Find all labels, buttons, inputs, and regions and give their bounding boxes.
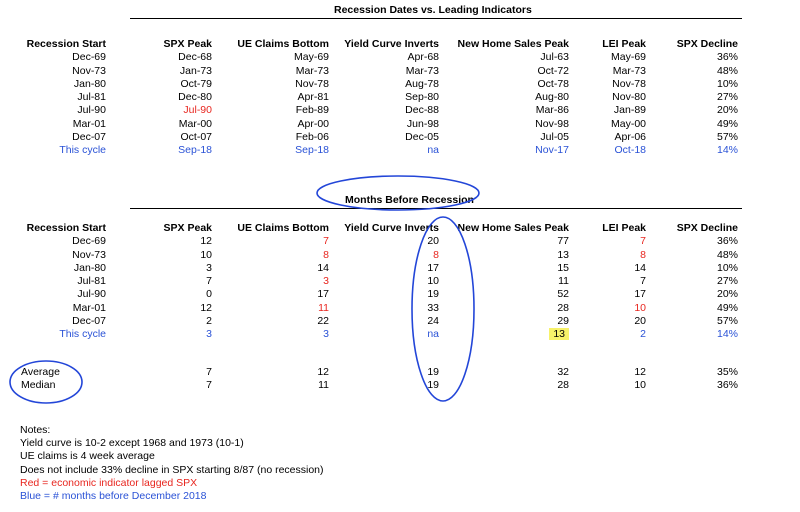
table-cell: na [427,144,439,157]
summary-label: Average [21,366,60,378]
summary-cell: 11 [318,379,329,392]
summary-cell: 19 [427,366,439,378]
table-cell: 14 [317,261,329,274]
table-row [0,118,800,131]
header-new-home-sales-peak: New Home Sales Peak [457,222,569,234]
table-cell: This cycle [59,328,106,341]
note-line: Red = economic indicator lagged SPX [20,476,198,489]
table-cell: Mar-73 [295,64,329,77]
header-recession-start: Recession Start [26,38,106,50]
table-cell: Feb-89 [295,104,329,117]
table-cell: 3 [323,275,329,288]
table-cell: Jul-63 [540,51,569,64]
table-cell: Feb-06 [295,131,329,144]
table-cell: Dec-68 [178,51,212,64]
table-row [0,65,800,78]
table-cell: Mar-00 [178,117,212,130]
table-cell: Sep-18 [178,144,212,157]
summary-rows [0,366,800,393]
table-cell: Dec-88 [405,104,439,117]
table-cell: 17 [317,288,329,301]
summary-cell: 35% [716,366,738,378]
table-cell: Nov-78 [612,77,646,90]
table-cell: Jan-80 [73,77,106,90]
summary-row [0,366,800,379]
table1-title: Recession Dates vs. Leading Indicators [334,4,532,16]
table-cell: Mar-01 [72,117,106,130]
table-cell: Dec-69 [72,51,106,64]
table-cell: Jun-98 [406,117,439,130]
table-cell: Nov-73 [72,64,106,77]
table-cell: Jan-73 [179,64,212,77]
summary-cell: 10 [634,379,646,392]
table-cell: Sep-80 [405,91,439,104]
table-cell: 33 [427,301,439,314]
table-cell: Nov-80 [612,91,646,104]
summary-cell: 12 [317,366,329,378]
table-cell: Nov-17 [535,144,569,157]
table-cell: 7 [206,275,212,288]
note-line: Does not include 33% decline in SPX starting 8/87 (no recession) [20,463,324,476]
months-before-table [0,222,800,342]
table-cell: 36% [716,235,738,248]
recession-dates-table [0,38,800,158]
summary-cell: 32 [557,366,569,378]
table-cell: Jul-90 [77,104,106,117]
table-cell: 17 [427,261,439,274]
table-cell: 8 [640,248,646,261]
table-cell: Apr-00 [297,117,329,130]
table-row [0,144,800,157]
header-spx-decline: SPX Decline [676,222,738,234]
table-cell: 14 [634,261,646,274]
table-cell: 10 [200,248,212,261]
table-cell: 29 [557,315,569,328]
table-cell: 3 [323,328,329,341]
table-cell: Oct-18 [614,144,646,157]
summary-cell: 28 [557,379,569,392]
table-cell: 15 [557,261,569,274]
table-cell: 10% [716,261,738,274]
header-new-home-sales-peak: New Home Sales Peak [457,38,569,50]
table-row [0,275,800,288]
table-cell: Jul-90 [77,288,106,301]
header-row [0,222,800,235]
table-cell: 27% [716,91,738,104]
table-cell: 3 [206,261,212,274]
table-cell: 20 [427,235,439,248]
summary-cell: 36% [716,379,738,392]
table-cell: 48% [716,248,738,261]
table2-title-rule [130,208,742,209]
table-cell: Aug-80 [535,91,569,104]
table-cell: Dec-07 [72,315,106,328]
header-lei-peak: LEI Peak [602,38,646,50]
table-cell: Jul-05 [540,131,569,144]
table-cell: Mar-86 [535,104,569,117]
summary-cell: 12 [634,366,646,378]
note-line: UE claims is 4 week average [20,450,155,463]
table-row [0,91,800,104]
table-cell: Dec-07 [72,131,106,144]
table-cell: 19 [427,288,439,301]
note-line: Yield curve is 10-2 except 1968 and 1973 (10-1) [20,437,244,450]
table-cell: 36% [716,51,738,64]
summary-row [0,379,800,392]
table-cell: May-00 [610,117,646,130]
table-cell: 49% [716,301,738,314]
table-row [0,315,800,328]
table-cell: 57% [716,315,738,328]
table-cell: 28 [557,301,569,314]
table-cell: Jan-89 [613,104,646,117]
highlighted-value: 13 [553,328,565,341]
table-cell: 0 [206,288,212,301]
table-cell: Oct-07 [180,131,212,144]
table-cell: 2 [206,315,212,328]
table-cell: Jul-81 [77,275,106,288]
table-cell: 2 [640,328,646,341]
table-cell: Aug-78 [405,77,439,90]
table-cell: Oct-72 [537,64,569,77]
table2-title: Months Before Recession [345,194,474,206]
table-cell: 20 [634,315,646,328]
table-cell: Mar-73 [405,64,439,77]
table-cell: Apr-68 [407,51,439,64]
summary-cell: 19 [427,379,439,392]
table-row [0,288,800,301]
table-cell: Nov-98 [535,117,569,130]
summary-cell: 7 [206,366,212,378]
table-cell: Jul-81 [77,91,106,104]
header-ue-claims-bottom: UE Claims Bottom [237,38,329,50]
table-cell: 8 [323,248,329,261]
table-cell: 3 [206,328,212,341]
table-row [0,235,800,248]
table-cell: 11 [558,275,569,288]
table-cell: 10 [634,301,646,314]
table-cell: Jul-90 [183,104,212,117]
table-cell: 11 [318,301,329,314]
header-spx-decline: SPX Decline [676,38,738,50]
table-cell: Nov-73 [72,248,106,261]
table-cell: Nov-78 [295,77,329,90]
table-cell: 24 [427,315,439,328]
table-cell: 14% [716,144,738,157]
table-cell: 10% [716,77,738,90]
table-cell: Dec-05 [405,131,439,144]
table-cell: 12 [200,235,212,248]
summary-cell: 7 [206,379,212,392]
table-cell: This cycle [59,144,106,157]
header-yield-curve-inverts: Yield Curve Inverts [344,222,439,234]
table-cell: 17 [634,288,646,301]
header-lei-peak: LEI Peak [602,222,646,234]
table-cell: 48% [716,64,738,77]
table-row [0,302,800,315]
table-cell: Oct-79 [180,77,212,90]
table-cell: 13 [557,248,569,261]
table-row [0,262,800,275]
table-cell: 27% [716,275,738,288]
table-cell [549,328,569,340]
table-cell: Dec-69 [72,235,106,248]
table-cell: Dec-80 [178,91,212,104]
notes-title: Notes: [20,424,51,436]
table-cell: Jan-80 [73,261,106,274]
table-cell: Apr-81 [297,91,329,104]
header-row [0,38,800,51]
table-cell: 20% [716,288,738,301]
header-yield-curve-inverts: Yield Curve Inverts [344,38,439,50]
table-cell: 57% [716,131,738,144]
table-cell: Oct-78 [537,77,569,90]
header-recession-start: Recession Start [26,222,106,234]
table-cell: 10 [427,275,439,288]
table-row [0,78,800,91]
table-cell: Sep-18 [295,144,329,157]
summary-label: Median [21,379,56,392]
table-row [0,249,800,262]
table-cell: na [427,328,439,341]
header-spx-peak: SPX Peak [163,38,212,50]
header-spx-peak: SPX Peak [163,222,212,234]
table-cell: Mar-73 [612,64,646,77]
table-row [0,104,800,117]
table-cell: May-69 [293,51,329,64]
table-cell: 7 [640,275,646,288]
table-cell: 12 [200,301,212,314]
table-cell: 49% [716,117,738,130]
table-row [0,51,800,64]
notes-section [20,424,324,503]
table-cell: Mar-01 [72,301,106,314]
table-cell: 7 [640,235,646,248]
table-cell: 20% [716,104,738,117]
header-ue-claims-bottom: UE Claims Bottom [237,222,329,234]
table-cell: May-69 [610,51,646,64]
table-cell: 52 [557,288,569,301]
table-cell: 14% [716,328,738,341]
table-cell: 8 [433,248,439,261]
table-row [0,328,800,341]
table1-title-rule [130,18,742,19]
table-row [0,131,800,144]
table-cell: 7 [323,235,329,248]
table-cell: 22 [317,315,329,328]
table-cell: 77 [557,235,569,248]
table-cell: Apr-06 [614,131,646,144]
note-line: Blue = # months before December 2018 [20,490,207,503]
